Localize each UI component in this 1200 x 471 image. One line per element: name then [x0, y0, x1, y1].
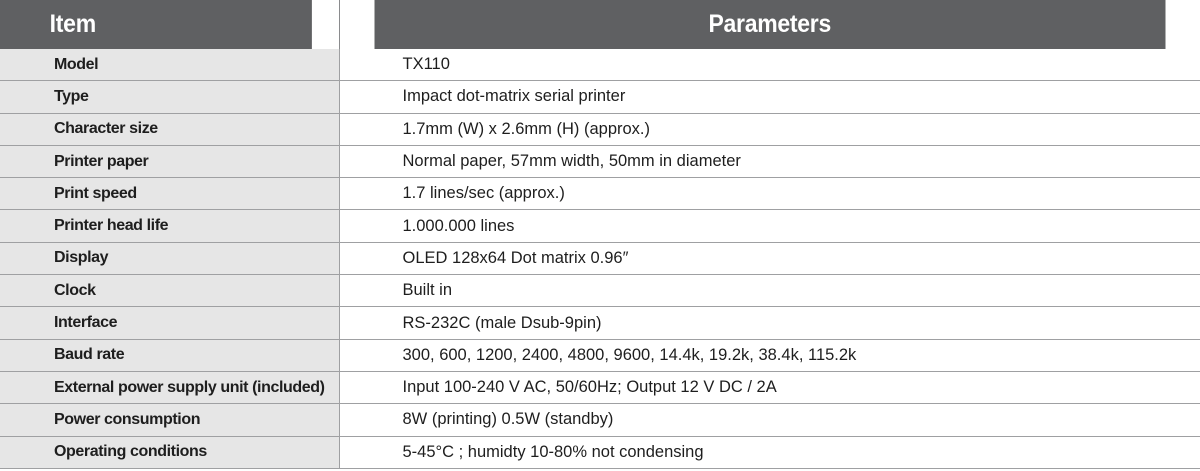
row-label-type: Type	[0, 81, 339, 113]
row-label-print-speed: Print speed	[0, 178, 339, 210]
table-row	[0, 275, 1200, 307]
row-label-printer-paper: Printer paper	[0, 145, 339, 177]
row-value-type: Impact dot-matrix serial printer	[339, 81, 1200, 113]
row-value-operating-conditions: 5-45°C ; humidty 10-80% not condensing	[339, 436, 1200, 468]
table-row	[0, 307, 1200, 339]
row-value-printer-head-life: 1.000.000 lines	[339, 210, 1200, 242]
row-label-character-size: Character size	[0, 113, 339, 145]
row-value-interface: RS-232C (male Dsub-9pin)	[339, 307, 1200, 339]
table-row	[0, 436, 1200, 468]
table-row	[0, 145, 1200, 177]
row-value-baud-rate: 300, 600, 1200, 2400, 4800, 9600, 14.4k, 19.2k, 38.4k, 115.2k	[339, 339, 1200, 371]
row-value-external-power-supply: Input 100-240 V AC, 50/60Hz; Output 12 V DC / 2A	[339, 371, 1200, 403]
table-row	[0, 81, 1200, 113]
row-label-power-consumption: Power consumption	[0, 404, 339, 436]
table-row	[0, 404, 1200, 436]
header-parameters: Parameters	[373, 0, 1165, 49]
row-value-printer-paper: Normal paper, 57mm width, 50mm in diameter	[339, 145, 1200, 177]
table-row	[0, 113, 1200, 145]
table-row	[0, 178, 1200, 210]
row-value-clock: Built in	[339, 275, 1200, 307]
row-value-power-consumption: 8W (printing) 0.5W (standby)	[339, 404, 1200, 436]
table-body	[0, 49, 1200, 468]
row-value-character-size: 1.7mm (W) x 2.6mm (H) (approx.)	[339, 113, 1200, 145]
row-label-model: Model	[0, 49, 339, 81]
table-row	[0, 371, 1200, 403]
header-item: Item	[0, 0, 312, 49]
row-label-baud-rate: Baud rate	[0, 339, 339, 371]
row-label-interface: Interface	[0, 307, 339, 339]
header-row	[0, 0, 1200, 49]
row-label-external-power-supply: External power supply unit (included)	[0, 371, 339, 403]
row-value-model: TX110	[339, 49, 1200, 81]
row-value-print-speed: 1.7 lines/sec (approx.)	[339, 178, 1200, 210]
row-value-display: OLED 128x64 Dot matrix 0.96″	[339, 242, 1200, 274]
table-row	[0, 49, 1200, 81]
row-label-printer-head-life: Printer head life	[0, 210, 339, 242]
row-label-display: Display	[0, 242, 339, 274]
table-header	[0, 0, 1200, 49]
row-label-clock: Clock	[0, 275, 339, 307]
table-row	[0, 242, 1200, 274]
row-label-operating-conditions: Operating conditions	[0, 436, 339, 468]
table-row	[0, 210, 1200, 242]
table-row	[0, 339, 1200, 371]
